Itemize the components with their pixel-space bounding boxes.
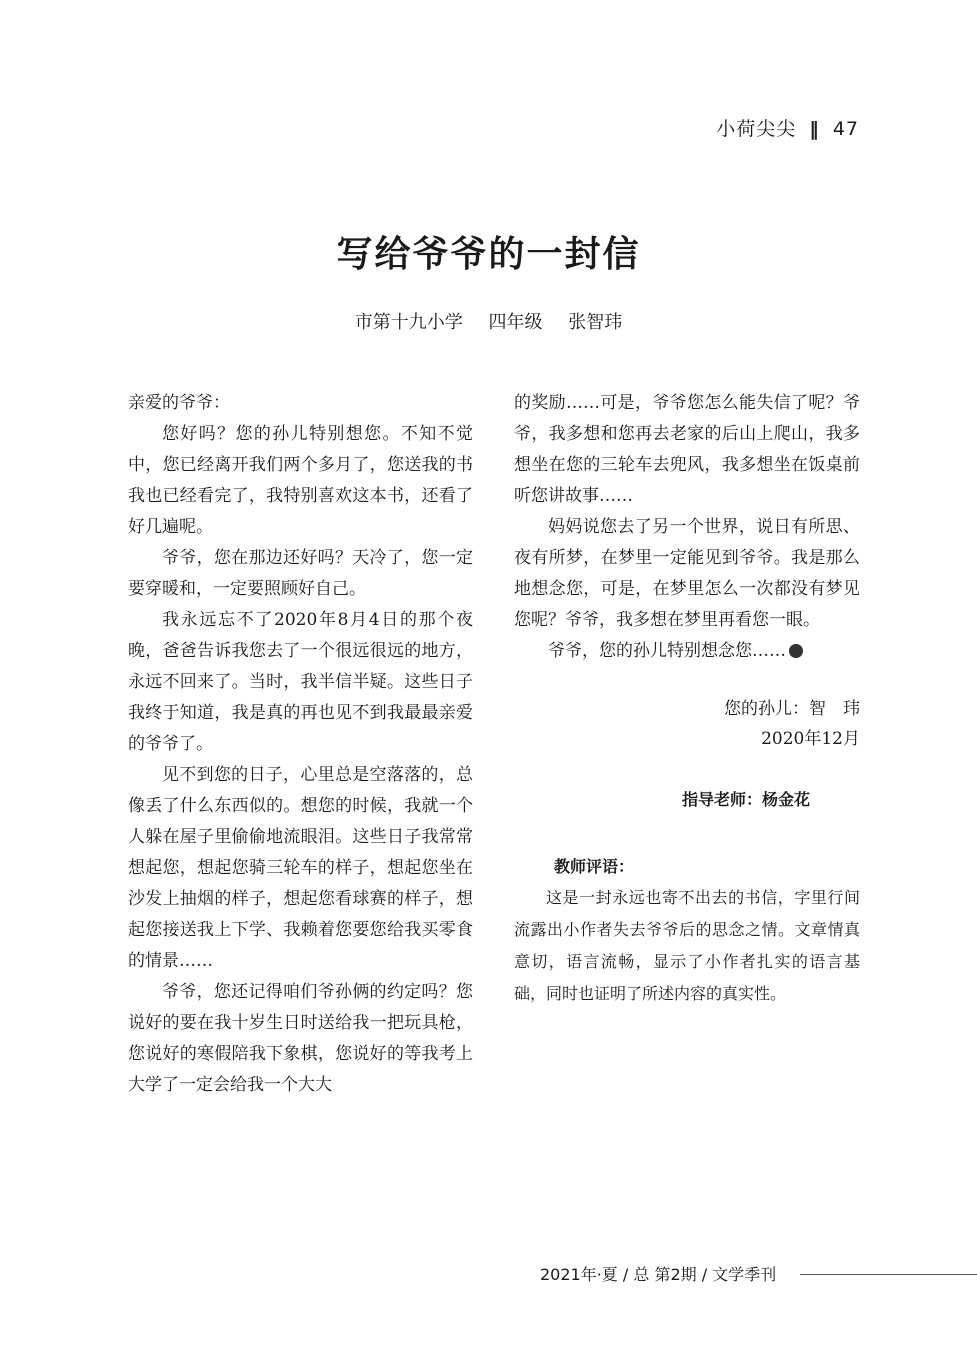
signature-block (514, 694, 860, 754)
byline (0, 308, 977, 334)
footer-rule (800, 1274, 977, 1275)
letter-paragraph: 妈妈说您去了另一个世界，说日有所思、夜有所梦，在梦里一定能见到爷爷。我是那么地想念您，可是，在梦里怎么一次都没有梦见您呢？爷爷，我多想在梦里再看您一眼。 (514, 517, 860, 630)
letter-date: 2020年12月 (761, 729, 860, 749)
left-column (128, 388, 473, 1101)
letter-paragraph: 爷爷，您在那边还好吗？天冷了，您一定要穿暖和，一定要照顾好自己。 (128, 548, 473, 599)
author-name: 张智玮 (568, 312, 623, 333)
signature: 您的孙儿：智 玮 (724, 699, 860, 719)
running-footer: 2021年·夏 / 总 第2期 / 文学季刊 (540, 1265, 777, 1284)
letter-paragraph: 见不到您的日子，心里总是空落落的，总像丢了什么东西似的。想您的时候，我就一个人躲在屋子里偷偷地流眼泪。这些日子我常常想起您，想起您骑三轮车的样子，想起您坐在沙发上抽烟的样子，想起您看球赛的样子，想起您接送我上下学、我赖着您要您给我买零食的情景…… (128, 765, 473, 971)
author-school: 市第十九小学 (354, 312, 463, 333)
teacher-comment: 这是一封永远也寄不出去的书信，字里行间流露出小作者失去爷爷后的思念之情。文章情真意切，语言流畅，显示了小作者扎实的语言基础，同时也证明了所述内容的真实性。 (514, 888, 860, 1003)
running-header (716, 114, 859, 141)
letter-paragraph-continued: 的奖励……可是，爷爷您怎么能失信了呢？爷爷，我多想和您再去老家的后山上爬山，我多想坐在您的三轮车去兜风，我多想坐在饭桌前听您讲故事…… (514, 393, 860, 506)
closing-text: 爷爷，您的孙儿特别想念您…… (548, 641, 786, 661)
comment-label: 教师评语： (554, 857, 635, 876)
letter-paragraph: 爷爷，您还记得咱们爷孙俩的约定吗？您说好的要在我十岁生日时送给我一把玩具枪，您说好的寒假陪我下象棋，您说好的等我考上大学了一定会给我一个大大 (128, 982, 473, 1095)
end-mark-icon (789, 644, 803, 658)
page-number: 47 (832, 118, 859, 140)
letter-paragraph: 我永远忘不了2020年8月4日的那个夜晚，爸爸告诉我您去了一个很远很远的地方，永远不回来了。当时，我半信半疑。这些日子我终于知道，我是真的再也见不到我最最亲爱的爷爷了。 (128, 610, 473, 754)
right-column (514, 388, 860, 1010)
section-name: 小荷尖尖 (716, 118, 797, 140)
header-separator: ‖ (809, 118, 820, 140)
article-title: 写给爷爷的一封信 (336, 234, 641, 275)
letter-paragraph: 您好吗？您的孙儿特别想您。不知不觉中，您已经离开我们两个多月了，您送我的书我也已经看完了，我特别喜欢这本书，还看了好几遍呢。 (128, 424, 473, 537)
author-grade: 四年级 (488, 312, 543, 333)
letter-paragraph-closing (514, 636, 860, 667)
advisor-teacher: 指导老师：杨金花 (682, 790, 811, 809)
salutation: 亲爱的爷爷： (128, 393, 230, 413)
